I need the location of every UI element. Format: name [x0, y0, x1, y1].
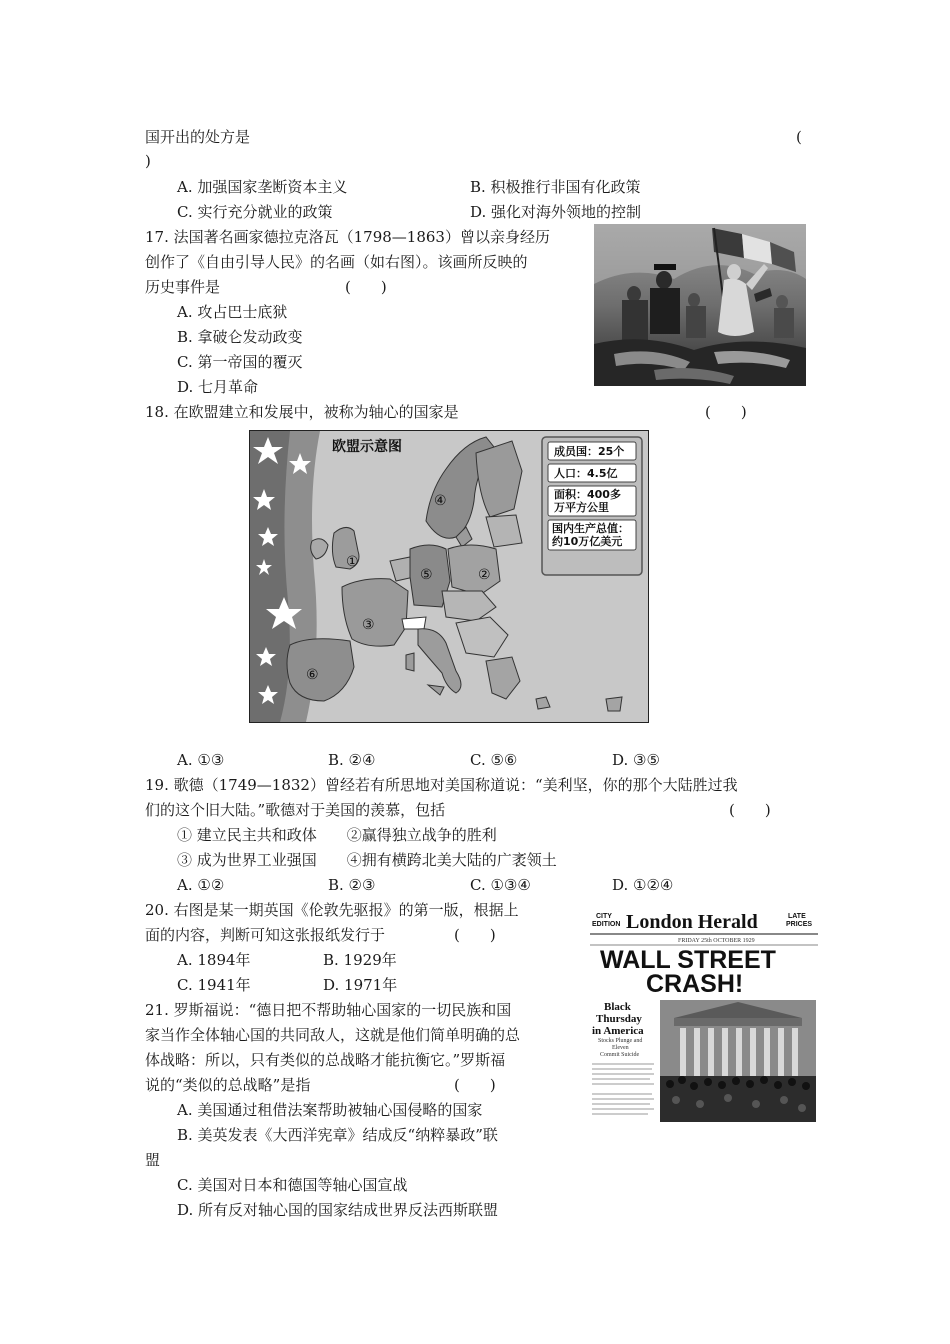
q20-option-d: D. 1971年 — [323, 976, 398, 994]
q19-option-d: D. ①②④ — [612, 876, 674, 894]
stat-population: 人口：4.5亿 — [554, 467, 618, 480]
marker-5: ⑤ — [420, 567, 433, 583]
marker-6: ⑥ — [306, 667, 319, 683]
newspaper-left-tag-2: EDITION — [592, 921, 621, 928]
newspaper-right-tag-1: LATE — [788, 913, 806, 920]
eu-map — [249, 430, 649, 723]
q21-answer-paren: ( ) — [454, 1076, 496, 1094]
stat-gdp-line-1: 国内生产总值： — [552, 522, 629, 535]
q16-option-d: D. 强化对海外领地的控制 — [470, 203, 642, 221]
q21-stem-line-3: 体战略：所以，只有类似的总战略才能抗衡它。”罗斯福 — [145, 1051, 506, 1069]
q18-answer-paren: ( ) — [705, 403, 747, 421]
q16-option-b: B. 积极推行非国有化政策 — [470, 178, 641, 196]
q20-stem-line-1: 20. 右图是某一期英国《伦敦先驱报》的第一版，根据上 — [145, 901, 519, 919]
q17-option-c: C. 第一帝国的覆灭 — [177, 353, 303, 371]
newspaper-masthead: London Herald — [626, 911, 758, 933]
london-herald-newspaper — [590, 908, 818, 1124]
q19-stem-line-1: 19. 歌德（1749—1832）曾经若有所思地对美国称道说：“美利坚，你的那个大陆胜过我 — [145, 776, 738, 794]
q19-stem-line-2: 们的这个旧大陆。”歌德对于美国的羡慕，包括 — [145, 801, 446, 819]
q17-stem-line-3: 历史事件是 — [145, 278, 221, 296]
newspaper-sub-small-1: Stocks Plunge and — [598, 1038, 643, 1044]
newspaper-sub-1: Black — [604, 1001, 631, 1013]
q21-option-a: A. 美国通过租借法案帮助被轴心国侵略的国家 — [177, 1101, 483, 1119]
newspaper-sub-small-3: Commit Suicide — [600, 1052, 640, 1058]
q19-item-row-1: ① 建立民主共和政体 ②赢得独立战争的胜利 — [177, 826, 497, 844]
newspaper-headline-1: WALL STREET — [600, 946, 776, 974]
q17-stem-line-1: 17. 法国著名画家德拉克洛瓦（1798—1863）曾以亲身经历 — [145, 228, 550, 246]
newspaper-dateline: FRIDAY 25th OCTOBER 1929 — [678, 938, 755, 944]
q18-option-b: B. ②④ — [328, 751, 376, 769]
newspaper-headline-2: CRASH! — [646, 970, 744, 998]
stat-area-line-1: 面积：400多 — [554, 488, 621, 501]
q18-option-c: C. ⑤⑥ — [470, 751, 518, 769]
q21-option-b-line-2: 盟 — [145, 1151, 161, 1169]
q17-answer-paren: ( ) — [345, 278, 387, 296]
newspaper-right-tag-2: PRICES — [786, 921, 813, 928]
q21-stem-line-1: 21. 罗斯福说：“德日把不帮助轴心国家的一切民族和国 — [145, 1001, 512, 1019]
q18-option-a: A. ①③ — [177, 751, 225, 769]
newspaper-sub-3: in America — [592, 1025, 644, 1037]
stock-exchange-photo — [660, 1000, 816, 1122]
q20-stem-line-2: 面的内容，判断可知这张报纸发行于 — [145, 926, 386, 944]
q16-option-c: C. 实行充分就业的政策 — [177, 203, 333, 221]
q21-option-c: C. 美国对日本和德国等轴心国宣战 — [177, 1176, 408, 1194]
q19-item-row-2: ③ 成为世界工业强国 ④拥有横跨北美大陆的广袤领土 — [177, 851, 557, 869]
newspaper-sub-2: Thursday — [596, 1013, 642, 1025]
q16-answer-paren-close: ) — [145, 152, 151, 170]
stat-gdp-line-2: 约10万亿美元 — [552, 535, 623, 548]
q19-option-b: B. ②③ — [328, 876, 376, 894]
q16-option-a: A. 加强国家垄断资本主义 — [177, 178, 348, 196]
q18-stem: 18. 在欧盟建立和发展中，被称为轴心的国家是 — [145, 403, 459, 421]
marker-3: ③ — [362, 617, 375, 633]
marker-2: ② — [478, 567, 491, 583]
q20-option-a: A. 1894年 — [177, 951, 251, 969]
q20-option-c: C. 1941年 — [177, 976, 251, 994]
stat-area-line-2: 万平方公里 — [554, 501, 609, 514]
q17-option-d: D. 七月革命 — [177, 378, 259, 396]
q16-stem-tail: 国开出的处方是 — [145, 128, 251, 146]
q16-answer-paren-open: ( — [796, 128, 802, 146]
marker-1: ① — [346, 554, 359, 570]
newspaper-sub-small-2: Eleven — [612, 1045, 629, 1051]
q19-option-c: C. ①③④ — [470, 876, 531, 894]
q20-option-b: B. 1929年 — [323, 951, 397, 969]
liberty-leading-the-people-painting — [594, 224, 806, 386]
q21-stem-line-4: 说的“类似的总战略”是指 — [145, 1076, 311, 1094]
q18-option-d: D. ③⑤ — [612, 751, 660, 769]
eu-map-title: 欧盟示意图 — [332, 439, 402, 455]
q21-stem-line-2: 家当作全体轴心国的共同敌人，这就是他们简单明确的总 — [145, 1026, 521, 1044]
q20-answer-paren: ( ) — [454, 926, 496, 944]
q21-option-d: D. 所有反对轴心国的国家结成世界反法西斯联盟 — [177, 1201, 499, 1219]
stat-members: 成员国：25个 — [554, 445, 625, 458]
q19-option-a: A. ①② — [177, 876, 225, 894]
marker-4: ④ — [434, 493, 447, 509]
q19-answer-paren: ( ) — [729, 801, 771, 819]
q21-option-b-line-1: B. 美英发表《大西洋宪章》结成反“纳粹暴政”联 — [177, 1126, 498, 1144]
q17-stem-line-2: 创作了《自由引导人民》的名画（如右图）。该画所反映的 — [145, 253, 528, 271]
newspaper-left-tag-1: CITY — [596, 913, 612, 920]
q17-option-a: A. 攻占巴士底狱 — [177, 303, 288, 321]
q17-option-b: B. 拿破仑发动政变 — [177, 328, 303, 346]
